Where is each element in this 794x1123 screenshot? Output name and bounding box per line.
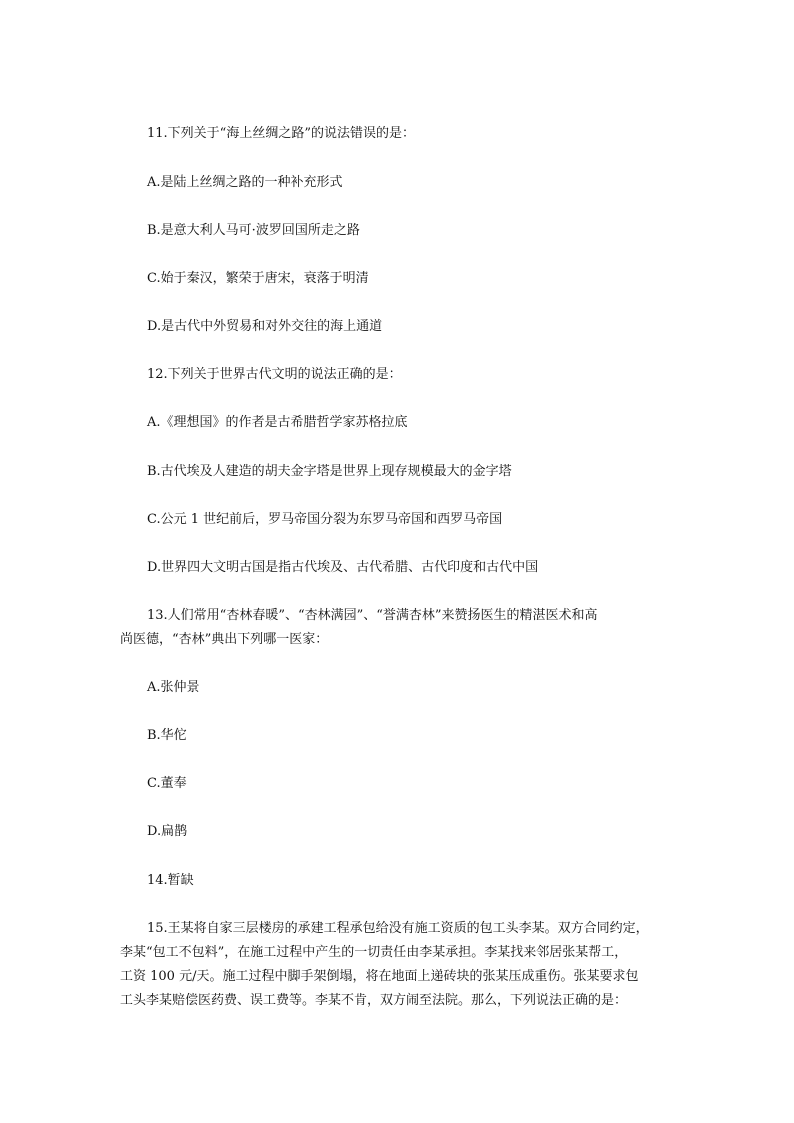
question-15-stem-line-2: 李某“包工不包料”，在施工过程中产生的一切责任由李某承担。李某找来邻居张某帮工，	[120, 945, 628, 960]
question-15-stem-line-4: 工头李某赔偿医药费、误工费等。李某不肯，双方闹至法院。那么，下列说法正确的是：	[120, 993, 628, 1008]
question-11-option-d: D.是古代中外贸易和对外交往的海上通道	[147, 319, 383, 334]
question-14-stem: 14.暂缺	[147, 873, 194, 888]
question-13-stem-line-1: 13.人们常用“杏林春暖”、“杏林满园”、“誉满杏林”来赞扬医生的精湛医术和高	[147, 608, 598, 623]
question-11-option-b: B.是意大利人马可·波罗回国所走之路	[147, 223, 360, 238]
question-11-option-a: A.是陆上丝绸之路的一种补充形式	[147, 175, 343, 190]
question-13-stem-line-2: 尚医德，“杏林”典出下列哪一医家：	[120, 632, 329, 647]
question-15-stem-line-3: 工资 100 元/天。施工过程中脚手架倒塌，将在地面上递砖块的张某压成重伤。张某要求包	[120, 969, 639, 984]
question-12-stem: 12.下列关于世界古代文明的说法正确的是：	[147, 367, 402, 382]
question-12-option-d: D.世界四大文明古国是指古代埃及、古代希腊、古代印度和古代中国	[147, 560, 539, 575]
question-13-option-c: C.董奉	[147, 776, 187, 791]
question-12-option-a: A.《理想国》的作者是古希腊哲学家苏格拉底	[147, 415, 408, 430]
question-13-option-b: B.华佗	[147, 728, 187, 743]
question-12-option-c: C.公元 1 世纪前后，罗马帝国分裂为东罗马帝国和西罗马帝国	[147, 512, 503, 527]
question-11-stem: 11.下列关于“海上丝绸之路”的说法错误的是：	[147, 126, 415, 141]
question-13-option-a: A.张仲景	[147, 680, 200, 695]
question-13-option-d: D.扁鹊	[147, 824, 188, 839]
question-12-option-b: B.古代埃及人建造的胡夫金字塔是世界上现存规模最大的金字塔	[147, 464, 512, 479]
question-11-option-c: C.始于秦汉，繁荣于唐宋，衰落于明清	[147, 271, 369, 286]
question-15-stem-line-1: 15.王某将自家三层楼房的承建工程承包给没有施工资质的包工头李某。双方合同约定，	[147, 921, 649, 936]
